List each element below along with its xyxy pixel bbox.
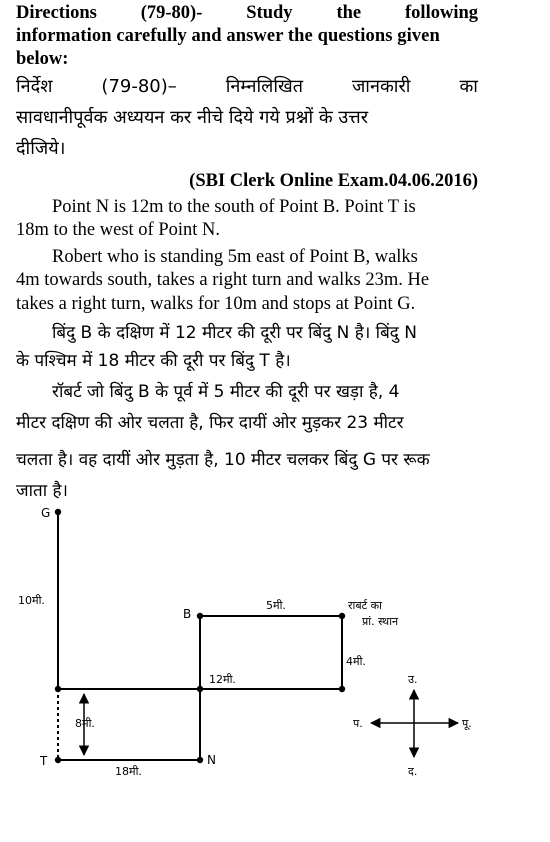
directions-word: (79-80)- — [140, 3, 203, 23]
label-12m: 12मी. — [209, 673, 236, 686]
hindi-p2-line-3: चलता है। वह दायीं ओर मुड़ता है, 10 मीटर चलकर बिंदु G पर रूक — [16, 450, 430, 470]
robert-start-dot — [339, 613, 345, 619]
directions-word: the — [336, 3, 362, 23]
directions-hi-line-3: दीजिये। — [16, 138, 66, 159]
robert-start-label-line-2: प्रां. स्थान — [362, 615, 399, 628]
directions-word: Directions — [16, 3, 97, 23]
english-p1-line-2: 18m to the west of Point N. — [16, 220, 221, 240]
label-point-b: B — [183, 607, 192, 621]
directions-word: निम्नलिखित — [225, 76, 303, 97]
junction-left-dot — [55, 686, 61, 692]
directions-word: Study — [246, 3, 293, 23]
english-p2-line-1: Robert who is standing 5m east of Point B, walks — [52, 247, 418, 267]
hindi-p1-line-2: के पश्चिम में 18 मीटर की दूरी पर बिंदु T है। — [16, 351, 291, 371]
exam-source: (SBI Clerk Online Exam.04.06.2016) — [189, 171, 478, 191]
compass-north-label: उ. — [408, 673, 418, 686]
robert-start-label-line-1: राबर्ट का — [348, 599, 382, 612]
hindi-p1-line-1: बिंदु B के दक्षिण में 12 मीटर की दूरी पर बिंदु N है। बिंदु N — [52, 323, 417, 343]
directions-word: का — [459, 76, 478, 97]
english-p1-line-1: Point N is 12m to the south of Point B. Point T is — [52, 197, 416, 217]
label-5m: 5मी. — [266, 599, 286, 612]
english-p2-line-3: takes a right turn, walks for 10m and stops at Point G. — [16, 294, 416, 314]
label-point-t: T — [40, 754, 48, 768]
hindi-p2-line-4: जाता है। — [16, 481, 68, 501]
hindi-p2-line-1: रॉबर्ट जो बिंदु B के पूर्व में 5 मीटर की दूरी पर खड़ा है, 4 — [52, 382, 400, 402]
junction-right-dot — [339, 686, 345, 692]
label-point-g: G — [41, 506, 51, 520]
directions-en-line-3: below: — [16, 49, 69, 69]
directions-hi-line-2: सावधानीपूर्वक अध्ययन कर नीचे दिये गये प्रश्नों के उत्तर — [16, 107, 369, 128]
label-10m: 10मी. — [18, 594, 45, 607]
label-point-n: N — [207, 753, 216, 767]
english-p2-line-2: 4m towards south, takes a right turn and walks 23m. He — [16, 270, 430, 290]
directions-word: following — [405, 3, 478, 23]
label-4m: 4मी. — [346, 655, 366, 668]
compass-south-label: द. — [408, 765, 418, 778]
directions-en-line-2: information carefully and answer the questions given — [16, 26, 440, 46]
label-18m: 18मी. — [115, 765, 142, 778]
label-8m: 8मी. — [75, 717, 95, 730]
point-g-dot — [55, 509, 61, 515]
compass-rose — [353, 673, 472, 778]
directions-word: (79-80)– — [101, 76, 177, 97]
point-n-dot — [197, 757, 203, 763]
point-t-dot — [55, 757, 61, 763]
compass-west-label: प. — [353, 717, 363, 730]
hindi-p2-line-2: मीटर दक्षिण की ओर चलता है, फिर दायीं ओर मुड़कर 23 मीटर — [16, 413, 404, 433]
directions-word: जानकारी — [351, 76, 411, 97]
directions-word: निर्देश — [16, 76, 53, 97]
junction-mid-dot — [197, 686, 203, 692]
compass-east-label: पू. — [462, 717, 472, 730]
point-b-dot — [197, 613, 203, 619]
